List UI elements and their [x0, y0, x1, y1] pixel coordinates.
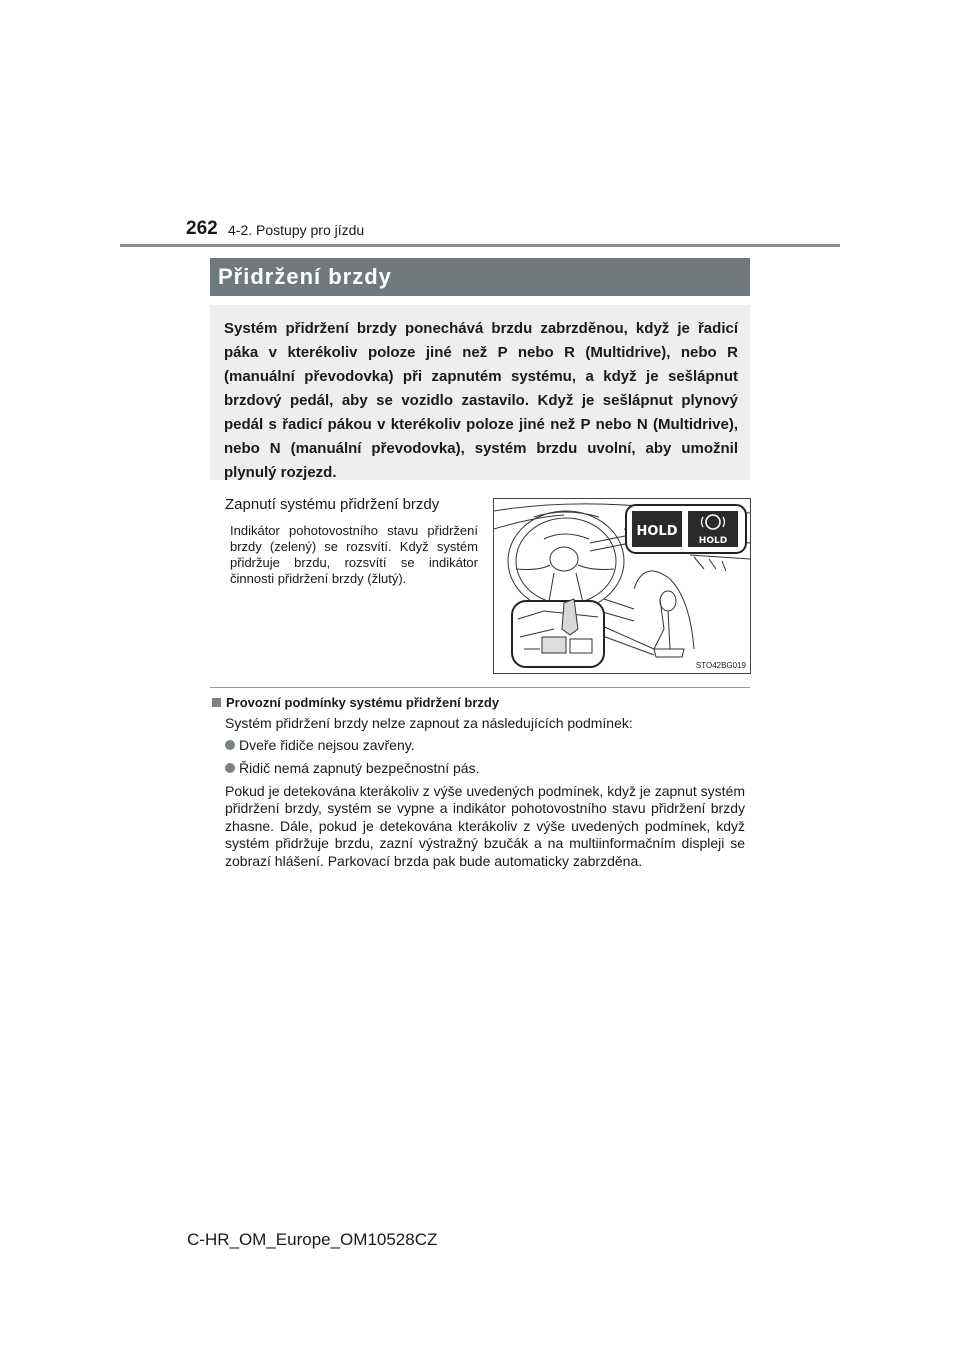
hold-switch-illustration	[493, 498, 751, 674]
title-bar	[210, 258, 750, 296]
hold-indicator-text: HOLD	[698, 536, 728, 546]
conditions-heading	[212, 695, 499, 710]
conditions-heading-text: Provozní podmínky systému přidržení brzdy	[226, 695, 500, 710]
list-item-text: Řidič nemá zapnutý bezpečnostní pás.	[239, 760, 480, 776]
list-item-text: Dveře řidiče nejsou zavřeny.	[239, 737, 415, 753]
round-bullet-icon	[225, 740, 235, 750]
round-bullet-icon	[225, 763, 235, 773]
list-item	[225, 737, 415, 753]
hold-switch-text: HOLD	[636, 524, 678, 539]
square-bullet-icon	[212, 698, 221, 707]
section-title: Přidržení brzdy	[218, 264, 392, 289]
conditions-lead: Systém přidržení brzdy nelze zapnout za následujících podmínek:	[225, 715, 633, 731]
figure-code: STO42BG019	[695, 661, 746, 670]
header-rule	[120, 244, 840, 247]
conditions-paragraph: Pokud je detekována kterákoliv z výše uvedených podmínek, když je zapnut systém přidržení brzdy, systém se vypne a indikátor pohotovostního stavu přidržení brzdy zhasne. Dále, pokud je detekována kterákoliv z výše uvedených podmínek, když systém přidržuje brzdu, zazní výstražný bzučák a na multiinformačním displeji se zobrazí hlášení. Parkovací brzda pak bude automaticky zabrzděna.	[225, 783, 745, 869]
dashboard-drawing	[494, 499, 750, 673]
section-reference: 4-2. Postupy pro jízdu	[228, 222, 365, 238]
figure-caption-title: Zapnutí systému přidržení brzdy	[225, 496, 440, 513]
list-item	[225, 760, 479, 776]
intro-text: Systém přidržení brzdy ponechává brzdu zabrzděnou, když je řadicí páka v kterékoliv poloze jiné než P nebo R (Multidrive), nebo R (manuální převodovka) při zapnutém systému, a když je sešlápnut brzdový pedál, aby se vozidlo zastavilo. Když je sešlápnut plynový pedál s řadicí pákou v kterékoliv poloze jiné než P nebo N (Multidrive), nebo N (manuální převodovka), systém brzdu uvolní, aby umožnil plynulý rozjezd.	[224, 320, 738, 481]
footer-doc-code: C-HR_OM_Europe_OM10528CZ	[187, 1230, 438, 1249]
figure-caption-description: Indikátor pohotovostního stavu přidržení brzdy (zelený) se rozsvítí. Když systém přidržuje brzdu, rozsvítí se indikátor činnosti přidržení brzdy (žlutý).	[230, 523, 478, 586]
page-number: 262	[186, 218, 218, 239]
section-rule	[210, 687, 750, 688]
intro-box	[210, 305, 750, 480]
